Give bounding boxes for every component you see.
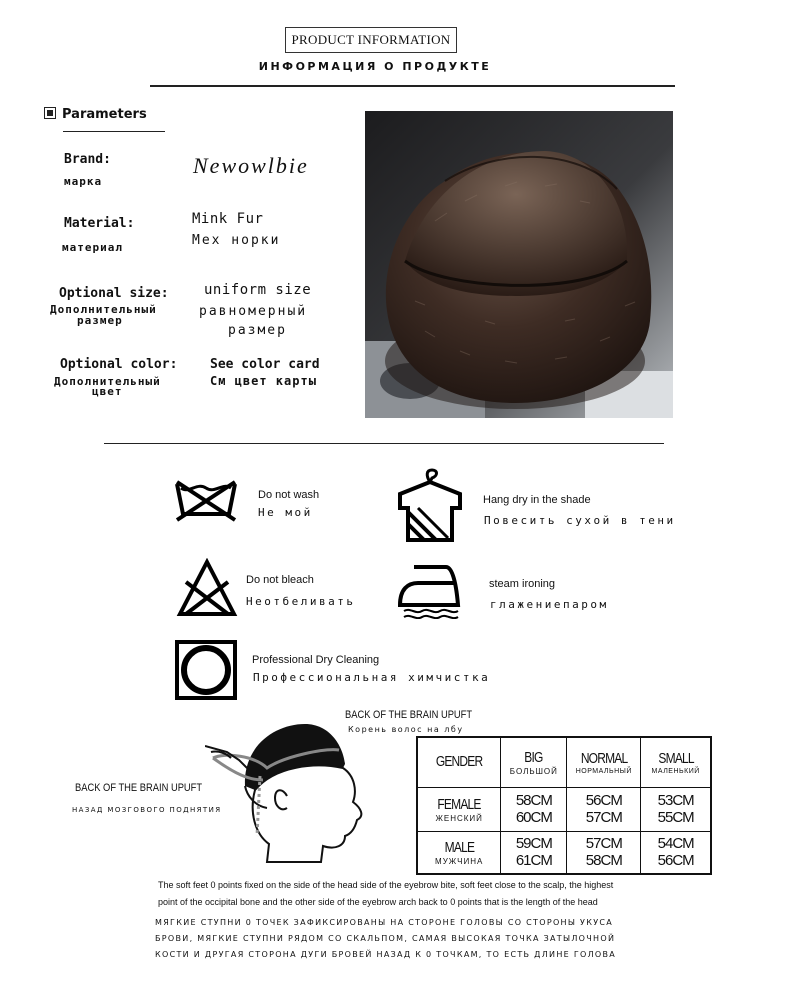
size-value: uniform size <box>204 282 312 298</box>
no-bleach-label-ru: Неотбеливать <box>246 595 356 608</box>
footnote-en-line-2: point of the occipital bone and the other side of the eyebrow arch back to 0 points that is the length of the head <box>158 897 598 907</box>
no-bleach-label: Do not bleach <box>246 574 314 586</box>
no-bleach-icon <box>176 558 238 622</box>
brand-value: Newowlbie <box>193 153 309 178</box>
size-value-ru-2: размер <box>228 323 287 338</box>
size-chart <box>416 736 712 875</box>
square-bullet-icon <box>44 107 56 119</box>
head-measure-diagram <box>205 716 375 870</box>
parameters-underline <box>63 131 165 132</box>
gender-female: FEMALE ЖЕНСКИЙ <box>417 787 501 831</box>
dry-cleaning-label-ru: Профессиональная химчистка <box>253 671 491 684</box>
hang-dry-shade-icon <box>396 466 464 548</box>
parameters-heading <box>44 107 147 122</box>
top-measure-label-ru: Корень волос на лбу <box>348 725 464 734</box>
steam-iron-icon <box>396 561 462 623</box>
size-header-big: BIG БОЛЬШОЙ <box>501 737 567 787</box>
brand-label-ru: марка <box>64 175 103 188</box>
brand-label: Brand: <box>64 152 111 167</box>
size-value-ru-1: равномерный <box>199 304 308 319</box>
color-label: Optional color: <box>60 357 178 372</box>
no-wash-label-ru: Не мой <box>258 506 313 519</box>
female-normal: 56CM 57CM <box>567 787 641 831</box>
dry-cleaning-label: Professional Dry Cleaning <box>252 654 380 666</box>
page-title: PRODUCT INFORMATION <box>285 27 457 53</box>
mink-fur-hat-icon <box>365 111 673 418</box>
footnote-ru-line-3: КОСТИ И ДРУГАЯ СТОРОНА ДУГИ БРОВЕЙ НАЗАД К 0 ТОЧКАМ, ТО ЕСТЬ ДЛИНЕ ГОЛОВА <box>155 950 617 959</box>
footnote-en <box>158 877 678 911</box>
table-row <box>417 787 711 831</box>
steam-iron-label: steam ironing <box>489 578 556 590</box>
size-label-ru-1: Дополнительный <box>50 303 157 316</box>
product-photo <box>365 111 673 418</box>
dry-cleaning-icon <box>175 640 237 704</box>
color-value: See color card <box>210 357 320 372</box>
material-value: Mink Fur <box>192 211 264 227</box>
male-small: 54CM 56CM <box>641 831 711 874</box>
material-value-ru: Мех норки <box>192 233 281 248</box>
section-divider <box>104 443 664 444</box>
hang-dry-label-ru: Повесить сухой в тени <box>484 514 676 527</box>
color-value-ru: См цвет карты <box>210 374 317 388</box>
material-label-ru: материал <box>62 241 123 254</box>
no-wash-label: Do not wash <box>258 489 320 501</box>
no-wash-icon <box>173 478 239 526</box>
color-label-ru-2: цвет <box>92 385 123 398</box>
size-label: Optional size: <box>59 286 169 301</box>
gender-male: MALE МУЖЧИНА <box>417 831 501 874</box>
female-big: 58CM 60CM <box>501 787 567 831</box>
size-label-ru-2: размер <box>77 314 123 327</box>
hang-dry-label: Hang dry in the shade <box>483 494 591 506</box>
male-normal: 57CM 58CM <box>567 831 641 874</box>
size-header-small: SMALL МАЛЕНЬКИЙ <box>641 737 711 787</box>
table-row <box>417 831 711 874</box>
page-subtitle: ИНФОРМАЦИЯ О ПРОДУКТЕ <box>258 60 492 73</box>
material-label: Material: <box>64 216 135 231</box>
footnote-ru-line-1: МЯГКИЕ СТУПНИ 0 ТОЧЕК ЗАФИКСИРОВАНЫ НА СТОРОНЕ ГОЛОВЫ СО СТОРОНЫ УКУСА <box>155 918 614 927</box>
color-label-ru-1: Дополнительный <box>54 375 161 388</box>
steam-iron-label-ru: глажениепаром <box>490 598 609 611</box>
parameters-heading-label: Parameters <box>62 107 147 122</box>
side-measure-label: BACK OF THE BRAIN UPUFT <box>75 782 203 794</box>
footnote-ru <box>155 915 695 963</box>
footnote-en-line-1: The soft feet 0 points fixed on the side of the head side of the eyebrow bite, soft feet close to the scalp, the highest <box>158 880 614 890</box>
male-big: 59CM 61CM <box>501 831 567 874</box>
size-header-normal: NORMAL НОРМАЛЬНЫЙ <box>567 737 641 787</box>
footnote-ru-line-2: БРОВИ, МЯГКИЕ СТУПНИ РЯДОМ СО СКАЛЬПОМ, САМАЯ ВЫСОКАЯ ТОЧКА ЗАТЫЛОЧНОЙ <box>155 934 616 943</box>
female-small: 53CM 55CM <box>641 787 711 831</box>
side-measure-label-ru: НАЗАД МОЗГОВОГО ПОДНЯТИЯ <box>72 806 222 814</box>
top-measure-label: BACK OF THE BRAIN UPUFT <box>345 709 473 721</box>
header-divider <box>150 85 675 87</box>
size-header-gender: GENDER <box>417 737 501 787</box>
